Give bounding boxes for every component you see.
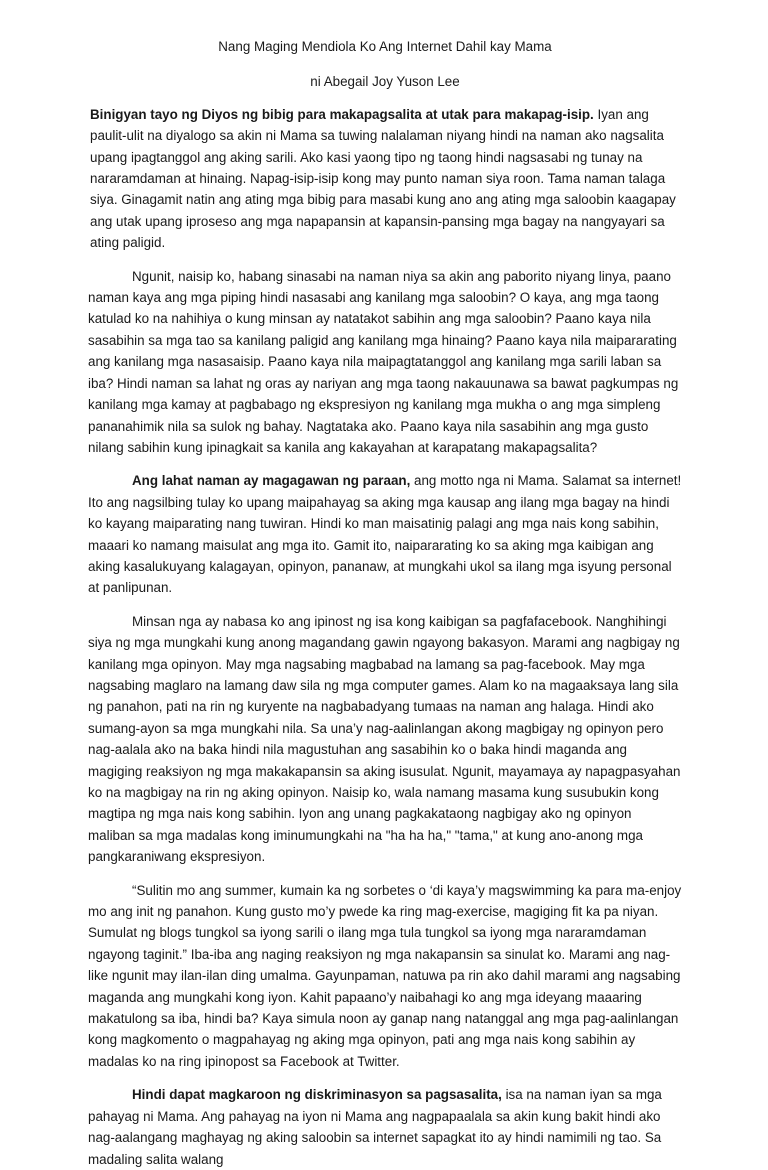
paragraph-2-text: Ngunit, naisip ko, habang sinasabi na naman niya sa akin ang paborito niyang linya, paano naman kaya ang mga piping hindi nasasabi ang kanilang mga saloobin? O kaya, ang mga taong katulad ko na nahihiya o kung minsan ay natatakot sabihin ang mga saloobin? Paano kaya nila sasabihin sa mga tao sa kanilang paligid ang kanilang mga hinaing? Paano kaya nila maipararating ang kanilang mga nasasaisip. Paano kaya nila maipagtatanggol ang kanilang mga sarili laban sa iba? Hindi naman sa lahat ng oras ay nariyan ang mga taong nakauunawa sa bawat pagkumpas ng kanilang mga kamay at pagbabago ng ekspresiyon ng kanilang mga mukha o ang mga simpleng pananahimik nila sa sulok ng bahay. Nagtataka ako. Paano kaya nila sasabihin ang mga gusto nilang sabihin kung ipinagkait sa kanila ang kakayahan at karapatang makapagsalita? bbox=[88, 268, 679, 455]
paragraph-1-lead: Binigyan tayo ng Diyos ng bibig para makapagsalita at utak para makapag-isip. bbox=[90, 106, 594, 122]
document-title: Nang Maging Mendiola Ko Ang Internet Dahil kay Mama bbox=[218, 39, 552, 54]
paragraph-2 bbox=[88, 266, 682, 459]
paragraph-4-text: Minsan nga ay nabasa ko ang ipinost ng isa kong kaibigan sa pagfafacebook. Nanghihingi siya ng mga mungkahi kung anong magandang gawin ngayong bakasyon. Marami ang nagbigay ng kanilang mga opinyon. May mga nagsabing magbabad na lamang sa pag-facebook. May mga nagsabing maglaro na lamang daw sila ng mga computer games. Alam ko na magaaksaya lang sila ng panahon, pati na rin ng kuryente na nagbabadyang tumaas na naman ang halaga. Hindi ako sumang-ayon sa mga mungkahi nila. Sa una’y nag-aalinlangan akong magbigay ng opinyon pero nag-aalala ako na baka hindi nila magustuhan ang sasabihin ko o baka hindi maganda ang magiging reaksiyon ng mga makakapansin sa aking isusulat. Ngunit, mayamaya ay napagpasyahan ko na magbigay na rin ng aking opinyon. Naisip ko, wala namang masama kung susubukin kong magtipa ng mga nais kong sabihin. Iyon ang unang pagkakataong nagbigay ako ng opinyon maliban sa mga madalas kong iminumungkahi na "ha ha ha," "tama," at kung ano-anong mga pangkaraniwang ekspresiyon. bbox=[88, 613, 681, 865]
paragraph-1-text: Iyan ang paulit-ulit na diyalogo sa akin ni Mama sa tuwing nalalaman niyang hindi na naman ako nagsalita upang ipagtanggol ang aking sarili. Ako kasi yaong tipo ng taong hindi nagsasabi ng tunay na nararamdaman at hinaing. Napag-isip-isip kong may punto naman siya roon. Tama naman talaga siya. Ginagamit natin ang ating mga bibig para masabi kung ano ang ating mga saloobin kaagapay ang utak upang iproseso ang mga napapansin at kapansin-pansing mga bagay na nangyayari sa ating paligid. bbox=[90, 106, 676, 251]
paragraph-5-text: “Sulitin mo ang summer, kumain ka ng sorbetes o ‘di kaya’y magswimming ka para ma-enjoy mo ang init ng panahon. Kung gusto mo’y pwede ka ring mag-exercise, magiging fit ka pa niyan. Sumulat ng blogs tungkol sa iyong sarili o ilang mga tula tungkol sa iyong mga nararamdaman ngayong taginit.” Iba-iba ang naging reaksiyon ng mga nakapansin sa sinulat ko. Marami ang nag-like ngunit may ilan-ilan ding umalma. Gayunpaman, natuwa pa rin ako dahil marami ang nagsabing maganda ang mungkahi kong iyon. Kahit papaano’y naibahagi ko ang mga ideyang maaaring makatulong sa iba, hindi ba? Kaya simula noon ay ganap nang natanggal ang mga pag-aalinlangan kong magkomento o magpahayag ng aking mga opinyon, pati ang mga nais kong sabihin ay madalas ko na ring ipinopost sa Facebook at Twitter. bbox=[88, 882, 682, 1069]
paragraph-1 bbox=[88, 104, 682, 254]
paragraph-3-text: ang motto nga ni Mama. Salamat sa internet! Ito ang nagsilbing tulay ko upang maipahayag sa aking mga kausap ang ilang mga bagay na hindi ko kayang maiparating nang tuwiran. Hindi ko man maisatinig palagi ang mga nais kong sabihin, maaari ko namang maisulat ang mga ito. Gamit ito, naipararating ko sa aking mga kaibigan ang aking kasalukuyang kalagayan, opinyon, pananaw, at mungkahi ukol sa ilang mga isyung personal at panlipunan. bbox=[88, 473, 682, 596]
document-author: ni Abegail Joy Yuson Lee bbox=[310, 74, 460, 90]
paragraph-3 bbox=[88, 470, 682, 598]
paragraph-3-lead: Ang lahat naman ay magagawan ng paraan, bbox=[132, 473, 411, 489]
paragraph-6 bbox=[88, 1084, 682, 1170]
paragraph-5 bbox=[88, 880, 682, 1073]
paragraph-6-lead: Hindi dapat magkaroon ng diskriminasyon sa pagsasalita, bbox=[132, 1087, 502, 1103]
paragraph-4 bbox=[88, 611, 682, 868]
paragraph-6-text: isa na naman iyan sa mga pahayag ni Mama. Ang pahayag na iyon ni Mama ang nagpapaalala sa akin kung bakit hindi ako nag-aalangang maghayag ng aking saloobin sa internet sapagkat ito ay hindi namimili ng tao. Sa madaling salita walang bbox=[88, 1087, 662, 1167]
